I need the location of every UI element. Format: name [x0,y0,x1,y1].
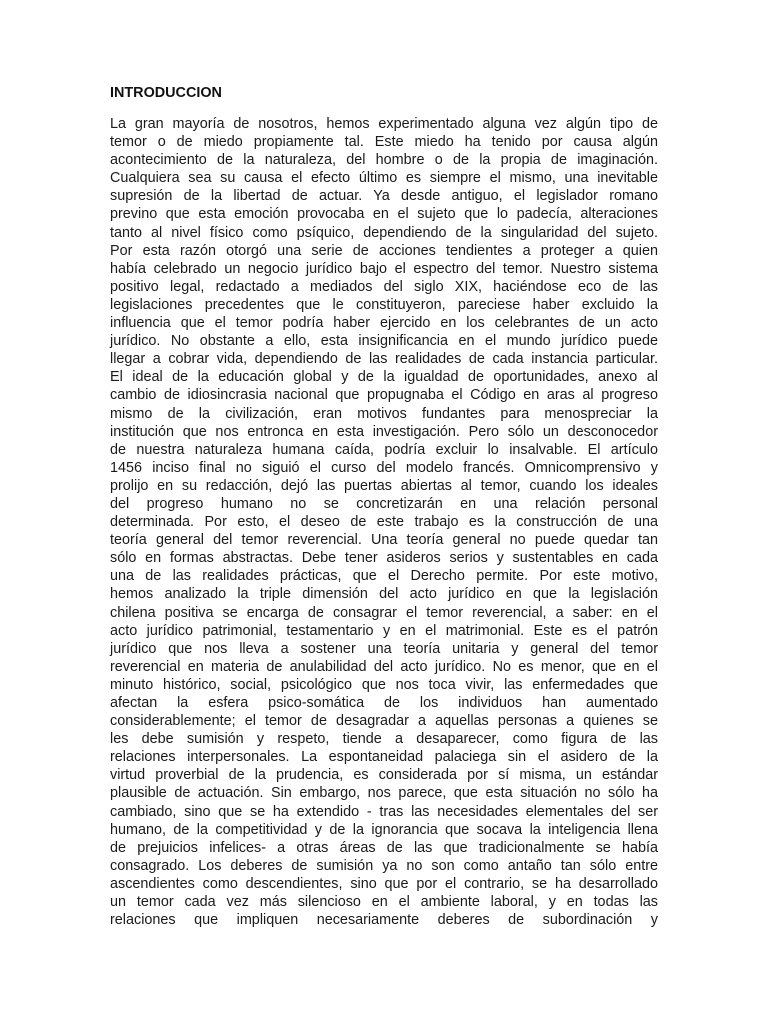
text-line: supresión de la libertad de actuar. Ya desde antiguo, el legislador romano [110,188,658,205]
text-line: previno que esta emoción provocaba en el sujeto que lo padecía, alteraciones [110,206,658,223]
text-line: prolijo en su redacción, dejó las puertas abiertas al temor, cuando los ideales [110,477,658,494]
text-line: ascendientes como descendientes, sino que por el contrario, se ha desarrollado [110,875,658,892]
text-line: temor o de miedo propiamente tal. Este miedo ha tenido por causa algún [110,134,658,151]
text-line: jurídico. No obstante a ello, esta insignificancia en el mundo jurídico puede [110,333,658,350]
text-line: considerablemente; el temor de desagradar a aquellas personas a quienes se [110,713,658,730]
text-line: chilena positiva se encarga de consagrar el temor reverencial, a saber: en el [110,604,658,621]
text-line: cambio de idiosincrasia nacional que propugnaba el Código en aras al progreso [110,387,658,404]
text-line: positivo legal, redactado a mediados del siglo XIX, haciéndose eco de las [110,278,658,295]
text-line: relaciones interpersonales. La espontaneidad palaciega sin el asidero de la [110,749,658,766]
text-line: El ideal de la educación global y de la igualdad de oportunidades, anexo al [110,369,658,386]
text-line: acontecimiento de la naturaleza, del hombre o de la propia de imaginación. [110,152,658,169]
text-line: Cualquiera sea su causa el efecto último es siempre el mismo, una inevitable [110,170,658,187]
text-line: hemos analizado la triple dimensión del acto jurídico en que la legislación [110,586,658,603]
document-title: INTRODUCCION [110,85,222,101]
text-line: minuto histórico, social, psicológico que nos toca vivir, las enfermedades que [110,676,658,693]
text-line: había celebrado un negocio jurídico bajo el espectro del temor. Nuestro sistema [110,260,658,277]
text-line: relaciones que impliquen necesariamente deberes de subordinación y [110,912,658,929]
text-line: acto jurídico patrimonial, testamentario y en el matrimonial. Este es el patrón [110,622,658,639]
text-line: influencia que el temor podría haber ejercido en los celebrantes de un acto [110,315,658,332]
text-line: teoría general del temor reverencial. Una teoría general no puede quedar tan [110,532,658,549]
text-line: jurídico que nos lleva a sostener una teoría unitaria y general del temor [110,640,658,657]
text-line: virtud proverbial de la prudencia, es considerada por sí misma, un estándar [110,767,658,784]
text-line: un temor cada vez más silencioso en el ambiente laboral, y en todas las [110,894,658,911]
body-paragraph [110,115,658,929]
text-line: reverencial en materia de anulabilidad del acto jurídico. No es menor, que en el [110,658,658,675]
text-line: determinada. Por esto, el deseo de este trabajo es la construcción de una [110,514,658,531]
text-line: llegar a cobrar vida, dependiendo de las realidades de cada instancia particular. [110,351,658,368]
text-line: sólo en formas abstractas. Debe tener asideros serios y sustentables en cada [110,550,658,567]
text-line: La gran mayoría de nosotros, hemos experimentado alguna vez algún tipo de [110,116,658,132]
text-line: mismo de la civilización, eran motivos fundantes para menospreciar la [110,405,658,422]
text-line: de prejuicios infelices- a otras áreas de las que tradicionalmente se había [110,839,658,856]
text-line: de nuestra naturaleza humana caída, podría excluir lo insalvable. El artículo [110,441,658,458]
text-line: cambiado, sino que se ha extendido - tras las necesidades elementales del ser [110,803,658,820]
text-line: del progreso humano no se concretizarán en una relación personal [110,495,658,512]
text-line: les debe sumisión y respeto, tiende a desaparecer, como figura de las [110,731,658,748]
text-line: 1456 inciso final no siguió el curso del modelo francés. Omnicomprensivo y [110,459,658,476]
document-page [110,84,658,929]
text-line: humano, de la competitividad y de la ignorancia que socava la inteligencia llena [110,821,658,838]
text-line: institución que nos entronca en esta investigación. Pero sólo un desconocedor [110,423,658,440]
text-line: legislaciones precedentes que le constituyeron, pareciese haber excluido la [110,296,658,313]
text-line: afectan la esfera psico-somática de los individuos han aumentado [110,695,658,711]
text-line: una de las realidades prácticas, que el Derecho permite. Por este motivo, [110,568,658,585]
text-line: consagrado. Los deberes de sumisión ya no son como antaño tan sólo entre [110,857,658,874]
text-line: plausible de actuación. Sin embargo, nos parece, que esta situación no sólo ha [110,785,658,802]
text-line: tanto al nivel físico como psíquico, dependiendo de la singularidad del sujeto. [110,224,658,241]
text-line: Por esta razón otorgó una serie de acciones tendientes a proteger a quien [110,242,658,259]
